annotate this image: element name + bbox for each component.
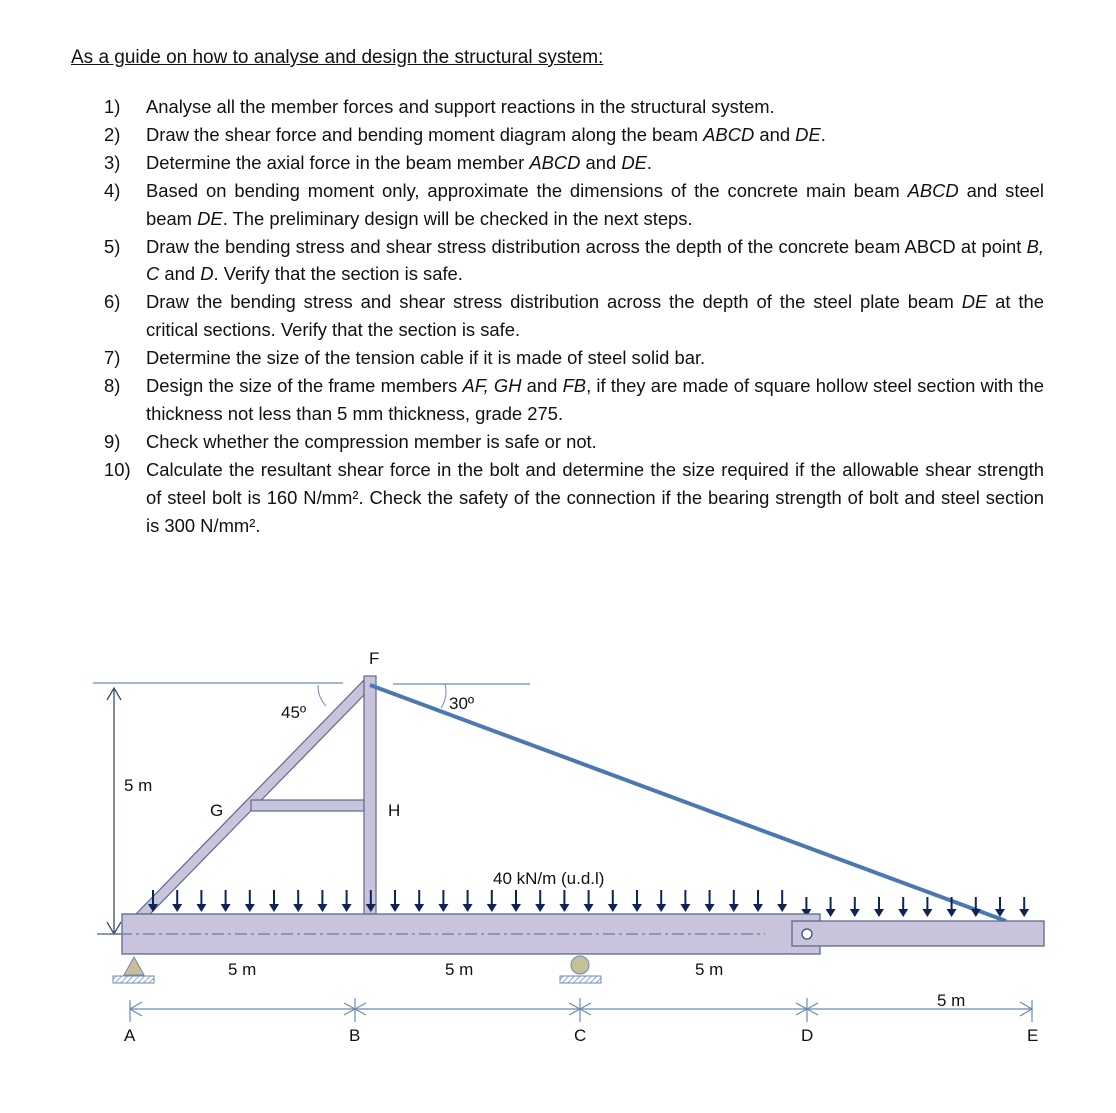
load-arrow (874, 897, 884, 917)
load-arrow (269, 890, 279, 912)
node-label-C: C (574, 1026, 587, 1045)
load-arrow (826, 897, 836, 917)
item-text: Determine the axial force in the beam member ABCD and DE. (146, 151, 653, 173)
member-GH (251, 800, 364, 811)
member-AF (136, 680, 364, 914)
item-text: Check whether the compression member is safe or not. (146, 430, 597, 452)
load-arrow (487, 890, 497, 912)
load-arrow (438, 890, 448, 912)
load-arrow (414, 890, 424, 912)
angle-arc-left (318, 685, 326, 706)
item-text: Draw the shear force and bending moment diagram along the beam ABCD and DE. (146, 123, 826, 145)
item-number: 5) (104, 235, 121, 257)
load-arrow (245, 890, 255, 912)
load-arrow (221, 890, 231, 912)
span-AB-label: 5 m (228, 960, 257, 979)
dimension-tick (344, 998, 366, 1022)
item-text: Design the size of the frame members AF, GH and FB, if they are made of square hollow steel section with the thickness not less than 5 mm thickness, grade 275. (146, 375, 1045, 424)
load-label: 40 kN/m (u.d.l) (493, 869, 605, 888)
item-number: 1) (104, 96, 121, 117)
node-label-H: H (388, 801, 401, 820)
node-label-A: A (124, 1026, 136, 1045)
beam-DE (792, 921, 1044, 946)
roller-support-C (560, 956, 601, 983)
load-arrow (196, 890, 206, 912)
item-text: Calculate the resultant shear force in the bolt and determine the size required if the allowable shear strength of steel bolt is 160 N/mm². Check the safety of the connection if the bearing strength of bolt and steel section is 300 N/mm². (146, 458, 1044, 536)
load-arrow (535, 890, 545, 912)
height-dimension (97, 688, 122, 934)
load-arrow (898, 897, 908, 917)
load-arrow (850, 897, 860, 917)
load-arrow (293, 890, 303, 912)
node-label-B: B (349, 1026, 361, 1045)
item-number: 4) (104, 179, 121, 201)
load-arrow (390, 890, 400, 912)
load-arrow (1019, 897, 1029, 917)
node-label-G: G (210, 801, 224, 820)
item-text: Based on bending moment only, approximate the dimensions of the concrete main beam ABCD and steel beam DE. The preliminary design will be checked in the next steps. (146, 179, 1044, 229)
node-label-F: F (369, 649, 380, 668)
angle-left-label: 45º (281, 703, 307, 722)
item-text: Draw the bending stress and shear stress distribution across the depth of the concrete beam ABCD at point B, C and D. Verify that the section is safe. (146, 235, 1044, 285)
item-text: Draw the bending stress and shear stress distribution across the depth of the steel plate beam DE at the critical sections. Verify that the section is safe. (146, 291, 1045, 341)
load-arrow (342, 890, 352, 912)
hinge-D (802, 929, 812, 939)
dimension-tick (796, 998, 818, 1022)
item-number: 6) (104, 291, 121, 313)
load-arrow (656, 890, 666, 912)
load-arrow (632, 890, 642, 912)
load-arrow (753, 890, 763, 912)
span-CD-label: 5 m (695, 960, 724, 979)
span-DE-label: 5 m (937, 991, 966, 1010)
height-dimension-label: 5 m (124, 776, 153, 795)
pin-support-A (113, 957, 154, 983)
load-arrow (317, 890, 327, 912)
load-arrow (559, 890, 569, 912)
load-arrow (608, 890, 618, 912)
item-number: 2) (104, 123, 121, 145)
item-number: 9) (104, 430, 121, 452)
load-arrow (680, 890, 690, 912)
item-number: 7) (104, 347, 121, 369)
span-BC-label: 5 m (445, 960, 474, 979)
member-FB (364, 676, 376, 914)
node-label-E: E (1027, 1026, 1039, 1045)
load-arrow (777, 890, 787, 912)
angle-arc-right (441, 684, 446, 708)
load-arrow (584, 890, 594, 912)
item-number: 8) (104, 375, 121, 397)
item-number: 10) (104, 458, 131, 480)
item-text: Determine the size of the tension cable if it is made of steel solid bar. (146, 347, 706, 369)
angle-right-label: 30º (449, 694, 475, 713)
node-label-D: D (801, 1026, 814, 1045)
load-arrow (922, 897, 932, 917)
load-arrow (511, 890, 521, 912)
dimension-tick (569, 998, 591, 1022)
load-arrow (172, 890, 182, 912)
tension-cable (370, 685, 1006, 921)
span-dimension-line (130, 998, 1032, 1022)
load-arrow (705, 890, 715, 912)
item-number: 3) (104, 151, 121, 173)
item-text: Analyse all the member forces and support reactions in the structural system. (146, 96, 775, 117)
load-arrow (729, 890, 739, 912)
udl-arrows (148, 890, 1029, 917)
load-arrow (995, 897, 1005, 917)
load-arrow (463, 890, 473, 912)
page-title: As a guide on how to analyse and design the structural system: (71, 47, 604, 68)
